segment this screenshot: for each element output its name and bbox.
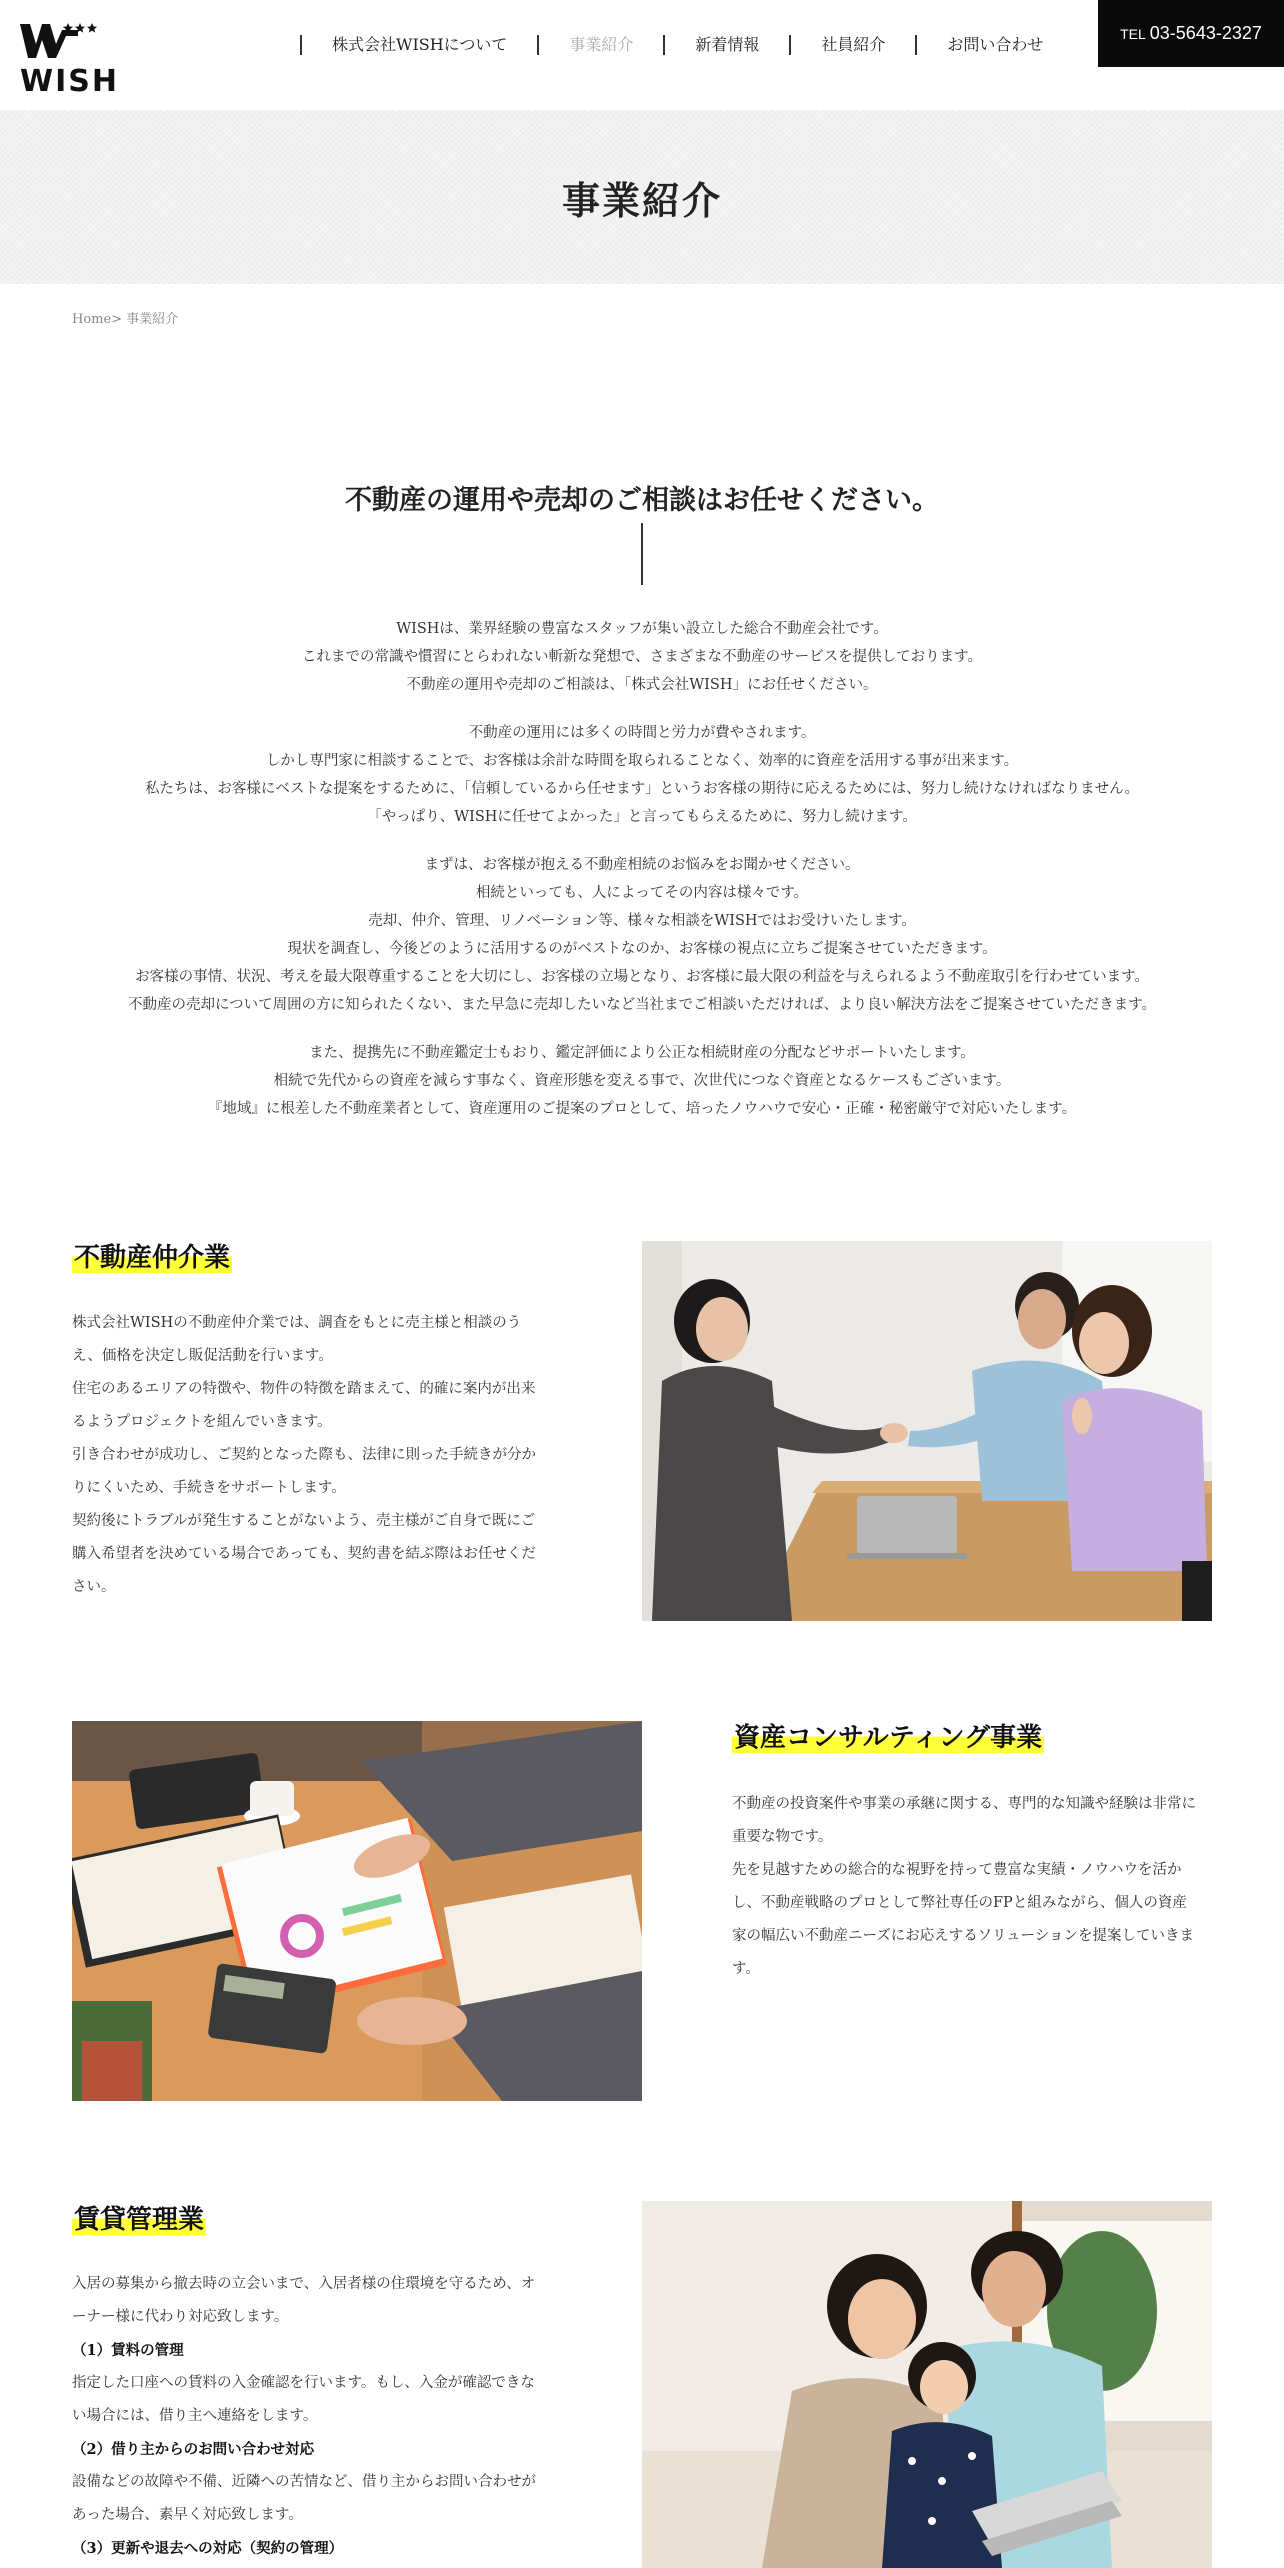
breadcrumb: [72, 308, 178, 327]
nav-item-news[interactable]: 新着情報: [663, 35, 789, 55]
intro-divider: [641, 523, 643, 585]
rental-line: ーナー様に代わり対応致します。: [72, 2309, 289, 2325]
intro-line: 「やっぱり、WISHに任せてよかった」と言ってもらえるために、努力し続けます。: [367, 809, 917, 825]
brokerage-line: 住宅のあるエリアの特徴や、物件の特徴を踏まえて、的確に案内が出来: [72, 1381, 536, 1397]
intro-line: 売却、仲介、管理、リノベーション等、様々な相談をWISHではお受けいたします。: [368, 913, 916, 929]
page-title: 事業紹介: [561, 178, 722, 223]
breadcrumb-home[interactable]: Home: [72, 312, 112, 327]
intro-line: 不動産の運用には多くの時間と労力が費やされます。: [468, 725, 816, 741]
rental-body: [72, 2268, 556, 2565]
intro-line: 不動産の運用や売却のご相談は、「株式会社WISH」にお任せください。: [406, 677, 878, 693]
nav-item-business[interactable]: 事業紹介: [537, 35, 663, 55]
intro-line: 相続といっても、人によってその内容は様々です。: [475, 885, 809, 901]
brokerage-line: 株式会社WISHの不動産仲介業では、調査をもとに売主様と相談のう: [72, 1315, 522, 1331]
rental-line: 指定した口座への賃料の入金確認を行います。もし、入金が確認できな: [72, 2375, 535, 2391]
intro-paragraph: [0, 1039, 1284, 1123]
brokerage-line: 購入希望者を決めている場合であっても、契約書を結ぶ際はお任せくだ: [72, 1546, 536, 1562]
intro-title: 不動産の運用や売却のご相談はお任せください。: [345, 485, 939, 516]
brokerage-line: りにくいため、手続きをサポートします。: [72, 1480, 346, 1496]
tel-number: 03-5643-2327: [1149, 23, 1262, 43]
intro-line: これまでの常識や慣習にとらわれない斬新な発想で、さまざまな不動産のサービスを提供しております。: [301, 649, 983, 665]
rental-item-title: （2）借り主からのお問い合わせ対応: [72, 2441, 315, 2458]
breadcrumb-current: 事業紹介: [126, 312, 179, 327]
tel-prefix: TEL: [1120, 25, 1146, 42]
brokerage-body: [72, 1307, 556, 1604]
logo-mark-icon: [18, 20, 98, 60]
intro-line: 『地域』に根差した不動産業者として、資産運用のご提案のプロとして、培ったノウハウで安心・正確・秘密厳守で対応いたします。: [207, 1101, 1077, 1117]
rental-line: 入居の募集から撤去時の立会いまで、入居者様の住環境を守るため、オ: [72, 2276, 536, 2292]
intro-line: 相続で先代からの資産を減らす事なく、資産形態を変える事で、次世代につなぐ資産となるケースもございます。: [273, 1073, 1011, 1089]
brokerage-line: え、価格を決定し販促活動を行います。: [72, 1348, 333, 1364]
rental-title: 賃貸管理業: [74, 2205, 205, 2235]
brokerage-line: 引き合わせが成功し、ご契約となった際も、法律に則った手続きが分か: [72, 1447, 536, 1463]
intro-line: まずは、お客様が抱える不動産相続のお悩みをお聞かせください。: [424, 857, 860, 873]
intro-line: 私たちは、お客様にベストな提案をするために、「信頼しているから任せます」というお客様の期待に応えるためには、努力し続けなければなりません。: [144, 781, 1140, 797]
intro-paragraph: [0, 719, 1284, 831]
consulting-line: 家の幅広い不動産ニーズにお応えするソリューションを提案していきま: [732, 1928, 1194, 1944]
consulting-line: 不動産の投資案件や事業の承継に関する、専門的な知識や経験は非常に: [732, 1796, 1196, 1812]
intro-body: [0, 615, 1284, 1143]
brokerage-line: 契約後にトラブルが発生することがないよう、売主様がご自身で既にご: [72, 1513, 536, 1529]
site-header: [0, 0, 1284, 110]
consulting-title: 資産コンサルティング事業: [734, 1723, 1043, 1753]
tel-button[interactable]: [1098, 0, 1284, 67]
handshake-photo-icon: [642, 1241, 1212, 1621]
consulting-line: す。: [732, 1961, 760, 1977]
intro-line: お客様の事情、状況、考えを最大限尊重することを大切にし、お客様の立場となり、お客様に最大限の利益を与えられるよう不動産取引を行わせています。: [135, 969, 1149, 985]
brokerage-line: さい。: [72, 1579, 116, 1595]
intro-line: 不動産の売却について周囲の方に知られたくない、また早急に売却したいなど当社までご相談いただければ、より良い解決方法をご提案させていただきます。: [127, 997, 1157, 1013]
page-hero: [0, 110, 1284, 284]
rental-line: あった場合、素早く対応致します。: [72, 2507, 303, 2523]
consulting-photo: [72, 1721, 642, 2101]
intro-line: しかし専門家に相談することで、お客様は余計な時間を取られることなく、効率的に資産を活用する事が出来ます。: [265, 753, 1019, 769]
logo-text: WISH: [20, 64, 119, 99]
intro-line: 現状を調査し、今後どのように活用するのがベストなのか、お客様の視点に立ちご提案させていただきます。: [287, 941, 997, 957]
consulting-line: 重要な物です。: [732, 1829, 833, 1845]
consulting-line: 先を見越すための総合的な視野を持って豊富な実績・ノウハウを活か: [732, 1862, 1182, 1878]
nav-item-about[interactable]: 株式会社WISHについて: [300, 35, 537, 55]
main-nav: [300, 28, 1073, 62]
nav-item-staff[interactable]: 社員紹介: [789, 35, 915, 55]
intro-paragraph: [0, 851, 1284, 1019]
intro-line: WISHは、業界経験の豊富なスタッフが集い設立した総合不動産会社です。: [396, 621, 888, 637]
rental-line: 設備などの故障や不備、近隣への苦情など、借り主からお問い合わせが: [72, 2474, 536, 2490]
intro-line: また、提携先に不動産鑑定士もおり、鑑定評価により公正な相続財産の分配などサポートいたします。: [309, 1045, 975, 1061]
wish-logo[interactable]: [18, 20, 118, 100]
rental-photo: [642, 2201, 1212, 2568]
consulting-body: [732, 1788, 1216, 1986]
intro-paragraph: [0, 615, 1284, 699]
nav-item-contact[interactable]: お問い合わせ: [915, 35, 1073, 55]
brokerage-line: るようプロジェクトを組んでいきます。: [72, 1414, 332, 1430]
family-laptop-photo-icon: [642, 2201, 1212, 2568]
rental-line: い場合には、借り主へ連絡をします。: [72, 2408, 318, 2424]
rental-item-title: （1）賃料の管理: [72, 2342, 184, 2359]
consulting-line: し、不動産戦略のプロとして弊社専任のFPと組みながら、個人の資産: [732, 1895, 1187, 1911]
desk-documents-photo-icon: [72, 1721, 642, 2101]
breadcrumb-separator: >: [111, 312, 123, 327]
rental-item-title: （3）更新や退去への対応（契約の管理）: [72, 2540, 344, 2557]
brokerage-photo: [642, 1241, 1212, 1621]
brokerage-title: 不動産仲介業: [74, 1243, 231, 1273]
